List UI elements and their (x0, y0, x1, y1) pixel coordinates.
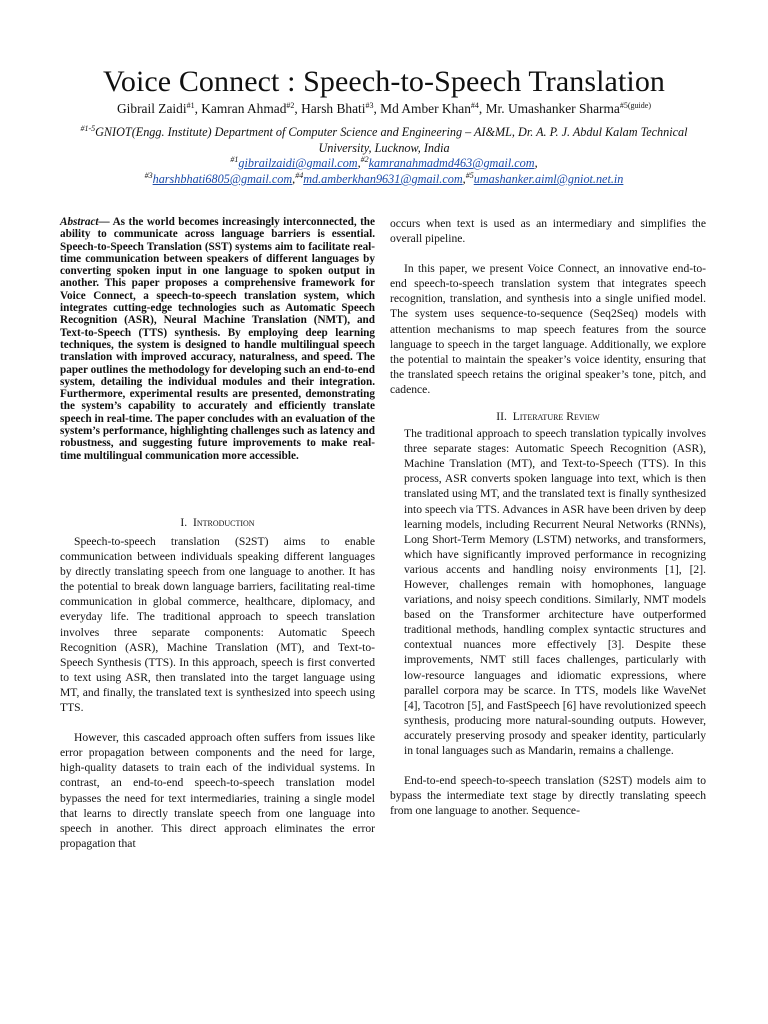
body-paragraph: The traditional approach to speech translation typically involves three separate stages: Automatic Speech Recognition (ASR), Machine Translation (MT), and Text-to-Speech (TTS). In this process, ASR converts spoken language into text, which is then translated using MT, and the translated text is finally synthesized into speech via TTS. Advances in ASR have been driven by deep learning models, including Recurrent Neural Networks (RNNs), Long Short-Term Memory (LSTM) networks, and transformers, which have significantly improved performance in recognizing various accents and handling noisy environments [1], [2]. However, challenges remain with homophones, language variations, and noisy speech conditions. Similarly, NMT models based on the Transformer architecture have outperformed traditional methods, handling complex syntactic structures and contextual nuances more effectively [3]. Despite these improvements, NMT still faces challenges, particularly with low-resource languages and idiomatic expressions, where parallel corpora may be scarce. In TTS, models like WaveNet [4], Tacotron [5], and FastSpeech [6] have revolutionized speech synthesis, producing more natural-sounding outputs. However, accurately preserving prosody and speaker identity, particularly in tonal languages such as Mandarin, remains a challenge. (404, 427, 706, 757)
abstract (60, 216, 375, 462)
author-separator: , (294, 101, 302, 116)
affiliation (56, 124, 712, 156)
email-link[interactable]: umashanker.aiml@gniot.net.in (473, 172, 624, 186)
section-number: II. (496, 410, 507, 424)
email-mark: #1 (230, 155, 239, 164)
author-mark: #3 (365, 101, 374, 110)
author-name: Harsh Bhati (301, 101, 366, 116)
email-separator: , (292, 172, 296, 186)
email-link[interactable]: harshbhati6805@gmail.com (152, 172, 293, 186)
email-line (0, 155, 768, 171)
email-mark: #2 (360, 155, 369, 164)
email-link[interactable]: gibrailzaidi@gmail.com (238, 156, 358, 170)
author-name: Gibrail Zaidi (117, 101, 187, 116)
right-column (390, 216, 706, 818)
affiliation-text: GNIOT(Engg. Institute) Department of Computer Science and Engineering – AI&ML, Dr. A. P. J. Abdul Kalam Technical University, Lucknow, India (95, 125, 688, 155)
email-mark: #3 (144, 171, 153, 180)
body-paragraph: End-to-end speech-to-speech translation (S2ST) models aim to bypass the intermediate text stage by directly translating speech from one language to another. Sequence- (390, 774, 706, 818)
author-name: Md Amber Khan (380, 101, 471, 116)
section-number: I. (180, 516, 188, 529)
email-line (0, 171, 768, 187)
paper-title: Voice Connect : Speech-to-Speech Translation (102, 65, 666, 98)
email-separator: , (357, 156, 361, 170)
section-title: Introduction (192, 516, 255, 529)
author-mark: #1 (186, 101, 195, 110)
email-mark: #5 (465, 171, 474, 180)
author-separator: , (478, 101, 486, 116)
body-paragraph-continuation: occurs when text is used as an intermediary and simplifies the overall pipeline. (390, 217, 706, 246)
author-mark: #5(guide) (619, 101, 651, 110)
affiliation-mark: #1-5 (80, 124, 96, 133)
author-separator: , (373, 101, 381, 116)
email-list (0, 155, 768, 187)
email-link[interactable]: md.amberkhan9631@gmail.com (303, 172, 463, 186)
email-mark: #4 (295, 171, 304, 180)
author-name: Kamran Ahmad (201, 101, 287, 116)
section-title: Literature Review (512, 410, 600, 424)
email-separator: , (534, 156, 538, 170)
email-separator: , (462, 172, 466, 186)
author-separator: , (194, 101, 202, 116)
email-link[interactable]: kamranahmadmd463@gmail.com (368, 156, 535, 170)
author-mark: #4 (470, 101, 479, 110)
author-name: Mr. Umashanker Sharma (485, 101, 620, 116)
body-paragraph: In this paper, we present Voice Connect, an innovative end-to-end speech-to-speech translation system that integrates speech recognition, translation, and synthesis into a single unified model. The system uses sequence-to-sequence (Seq2Seq) models with attention mechanisms to map speech features from the source language to speech in the target language. Additionally, we explore the potential to maintain the speaker’s voice identity, ensuring that the translated speech retains the original speaker’s tone, pitch, and cadence. (390, 262, 706, 396)
section-heading-introduction (60, 515, 375, 530)
abstract-text: As the world becomes increasingly interconnected, the ability to communicate across language barriers is essential. Speech-to-Speech Translation (SST) systems aim to facilitate real-time communication between speakers of different languages by converting spoken input in one language to spoken output in another. This paper proposes a comprehensive framework for Voice Connect, a speech-to-speech translation system, which integrates cutting-edge technologies such as Automatic Speech Recognition (ASR), Neural Machine Translation (NMT), and Text-to-Speech (TTS) synthesis. By employing deep learning techniques, the system is designed to handle multilingual speech translation with improved accuracy, naturalness, and speed. The paper outlines the methodology for developing such an end-to-end system, detailing the individual modules and their integration. Furthermore, experimental results are presented, demonstrating the system’s capability to accurately and efficiently translate speech in real-time. The paper concludes with an evaluation of the system’s performance, highlighting challenges such as latency and robustness, and suggesting future improvements to make real-time multilingual communication more accessible. (60, 216, 375, 462)
author-mark: #2 (286, 101, 295, 110)
left-column (60, 515, 375, 851)
abstract-label: Abstract— (60, 216, 110, 228)
body-paragraph: However, this cascaded approach often suffers from issues like error propagation between components and the need for large, high-quality datasets to train each of the individual systems. In contrast, an end-to-end speech-to-speech translation model bypasses the need for text intermediaries, training a single model that learns to directly translate speech from one language into speech in another. This direct approach eliminates the error propagation that (60, 731, 375, 850)
section-heading-literature-review (390, 409, 706, 424)
author-list (0, 100, 768, 118)
body-paragraph: Speech-to-speech translation (S2ST) aims to enable communication between individuals speaking different languages by directly translating speech from one language to another. It has the potential to break down language barriers, facilitating real-time communication in global commerce, healthcare, diplomacy, and everyday life. The traditional approach to speech translation involves three separate components: Automatic Speech Recognition (ASR), Machine Translation (MT), and Text-to-Speech Synthesis (TTS). In this approach, speech is first converted to text using ASR, then translated into the target language using MT, and finally, the translated text is synthesized into speech using TTS. (60, 535, 375, 715)
